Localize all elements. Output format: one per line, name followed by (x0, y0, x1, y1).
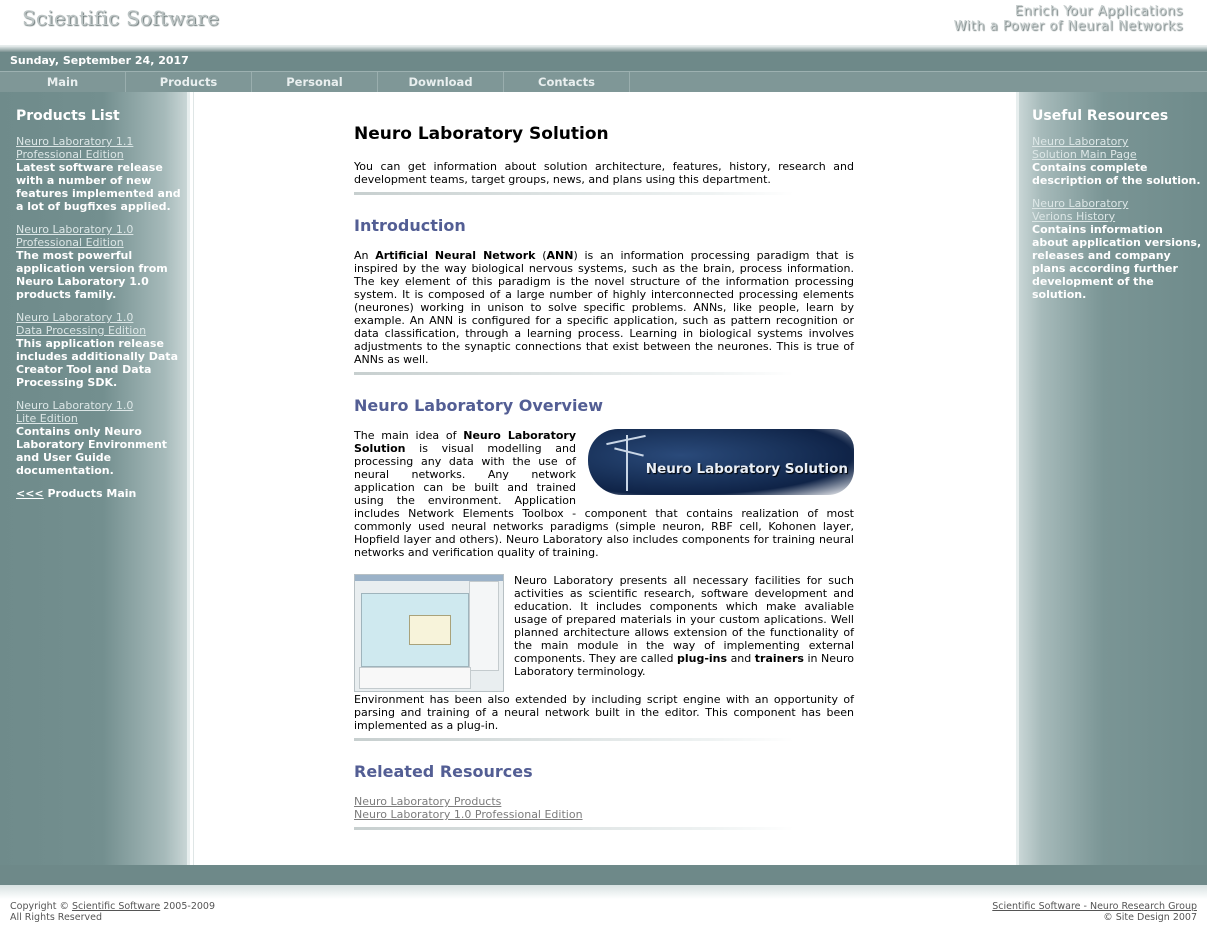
back-label: Products Main (43, 487, 137, 500)
neuron-stem-graphic (626, 435, 628, 491)
rights-text: All Rights Reserved (10, 912, 102, 923)
related-link-products[interactable]: Neuro Laboratory Products (354, 795, 502, 808)
current-date: Sunday, September 24, 2017 (10, 54, 189, 67)
resource-item (1032, 135, 1202, 187)
products-list (16, 135, 186, 500)
product-link-line1[interactable]: Neuro Laboratory 1.1 (16, 135, 134, 148)
page-title: Neuro Laboratory Solution (354, 124, 609, 144)
product-link-line1[interactable]: Neuro Laboratory 1.0 (16, 399, 134, 412)
related-links (354, 795, 854, 821)
overview-bold: Neuro Laboratory Solution (354, 429, 576, 455)
resource-item (1032, 197, 1202, 301)
site-logo[interactable]: Scientific Software (22, 6, 220, 30)
intro-paragraph: You can get information about solution architecture, features, history, research and development teams, target groups, news, and plans using this department. (354, 160, 854, 186)
ann-text-1: An (354, 249, 376, 262)
overview-text-1: The main idea of (354, 429, 464, 442)
product-item (16, 135, 186, 213)
date-bar (0, 52, 1207, 71)
nav-products[interactable]: Products (126, 72, 252, 92)
environment-paragraph: Environment has been also extended by including script engine with an opportunity of parsing and training of a neural network built in the editor. This component has been implemented as a plug-in. (354, 693, 854, 732)
resource-link-line1[interactable]: Neuro Laboratory (1032, 135, 1129, 148)
product-link-line2[interactable]: Professional Edition (16, 236, 124, 249)
trainers-term: trainers (754, 652, 804, 665)
introduction-heading: Introduction (354, 216, 466, 235)
section-divider (354, 192, 794, 195)
facilities-text-1: Neuro Laboratory presents all necessary facilities for such activities as scientific research, software development and education. It includes components which make avaliable usage of prepared materials in your custom aplications. Well planned architecture allows extension of the functionality of the main module in the way of implementing external components. They are called (514, 574, 854, 665)
product-description: Contains only Neuro Laboratory Environment and User Guide documentation. (16, 425, 168, 477)
resources-sidebar (1016, 92, 1207, 865)
product-item (16, 311, 186, 389)
screenshot-bottom-panel (359, 667, 471, 689)
resource-description: Contains complete description of the solution. (1032, 161, 1201, 187)
research-group-link[interactable]: Scientific Software - Neuro Research Group (992, 901, 1197, 912)
products-main-link (16, 487, 186, 500)
product-description: This application release includes additionally Data Creator Tool and Data Processing SDK. (16, 337, 178, 389)
product-link-line1[interactable]: Neuro Laboratory 1.0 (16, 311, 134, 324)
ann-paragraph (354, 249, 854, 366)
neuro-laboratory-logo-image (588, 429, 854, 495)
related-heading: Releated Resources (354, 762, 533, 781)
screenshot-dialog (409, 615, 451, 645)
main-content (193, 92, 1016, 865)
application-screenshot-image (354, 574, 504, 692)
slogan-line-2: With a Power of Neural Networks (953, 19, 1183, 34)
nav-contacts[interactable]: Contacts (504, 72, 630, 92)
product-link-line2[interactable]: Professional Edition (16, 148, 124, 161)
product-link-line1[interactable]: Neuro Laboratory 1.0 (16, 223, 134, 236)
product-description: The most powerful application version from Neuro Laboratory 1.0 products family. (16, 249, 168, 301)
back-arrows-link[interactable]: <<< (16, 487, 44, 500)
site-design-text: © Site Design 2007 (1103, 912, 1197, 923)
product-link-line2[interactable]: Data Processing Edition (16, 324, 147, 337)
facilities-paragraph (354, 574, 854, 698)
resources-list (1032, 135, 1202, 311)
overview-paragraph (354, 429, 854, 559)
nav-personal[interactable]: Personal (252, 72, 378, 92)
copyright-prefix: Copyright © (10, 901, 72, 912)
header (0, 0, 1207, 46)
products-sidebar (0, 92, 190, 865)
ann-bold-2: ANN (546, 249, 574, 262)
section-divider (354, 827, 794, 830)
footer (0, 885, 1207, 932)
products-list-title: Products List (16, 108, 120, 124)
site-credits (992, 901, 1197, 923)
logo-image-text: Neuro Laboratory Solution (645, 461, 848, 477)
overview-heading: Neuro Laboratory Overview (354, 396, 604, 415)
resource-link-line2[interactable]: Verions History (1032, 210, 1116, 223)
neuron-branch-graphic (614, 447, 644, 456)
facilities-and: and (727, 652, 755, 665)
ann-bold-1: Artificial Neural Network (375, 249, 536, 262)
product-description: Latest software release with a number of new features implemented and a lot of bugfixes applied. (16, 161, 181, 213)
copyright-link[interactable]: Scientific Software (71, 901, 161, 912)
nav-main[interactable]: Main (0, 72, 126, 92)
slogan-line-1: Enrich Your Applications (1014, 4, 1183, 19)
product-link-line2[interactable]: Lite Edition (16, 412, 78, 425)
copyright (10, 901, 215, 923)
facilities-text-2: in Neuro Laboratory terminology. (514, 652, 854, 678)
nav-download[interactable]: Download (378, 72, 504, 92)
bottom-bar (0, 865, 1207, 885)
plugins-term: plug-ins (676, 652, 728, 665)
overview-text-2: is visual modelling and processing any data with the use of neural networks. Any network application can be built and trained using the environment. Application includes Network Elements Toolbox - component that contains realization of most commonly used neural networks paradigms (simple neuron, RBF cell, Kohonen layer, Hopfield layer and others). Neuro Laboratory also includes components for training neural networks and verification quality of training. (354, 442, 854, 559)
section-divider (354, 372, 794, 375)
ann-text-3: ) is an information processing paradigm that is inspired by the way biological nervous systems, such as the brain, process information. The key element of this paradigm is the novel structure of the information processing system. It is composed of a large number of highly interconnected processing elements (neurones) working in unison to solve specific problems. ANNs, like people, learn by example. An ANN is configured for a specific application, such as pattern recognition or data classification, through a learning process. Learning in biological systems involves adjustments to the synaptic connections that exist between the neurones. This is true of ANNs as well. (354, 249, 854, 366)
related-link-professional[interactable]: Neuro Laboratory 1.0 Professional Edition (354, 808, 583, 821)
copyright-years: 2005-2009 (160, 901, 216, 912)
resource-description: Contains information about application versions, releases and company plans according further development of the solution. (1032, 223, 1202, 301)
section-divider (354, 738, 794, 741)
resource-link-line1[interactable]: Neuro Laboratory (1032, 197, 1129, 210)
useful-resources-title: Useful Resources (1032, 108, 1169, 124)
resource-link-line2[interactable]: Solution Main Page (1032, 148, 1137, 161)
main-nav (0, 71, 1207, 92)
screenshot-panel (469, 581, 499, 671)
product-item (16, 399, 186, 477)
slogan (954, 4, 1183, 34)
ann-text-2: ( (535, 249, 547, 262)
product-item (16, 223, 186, 301)
